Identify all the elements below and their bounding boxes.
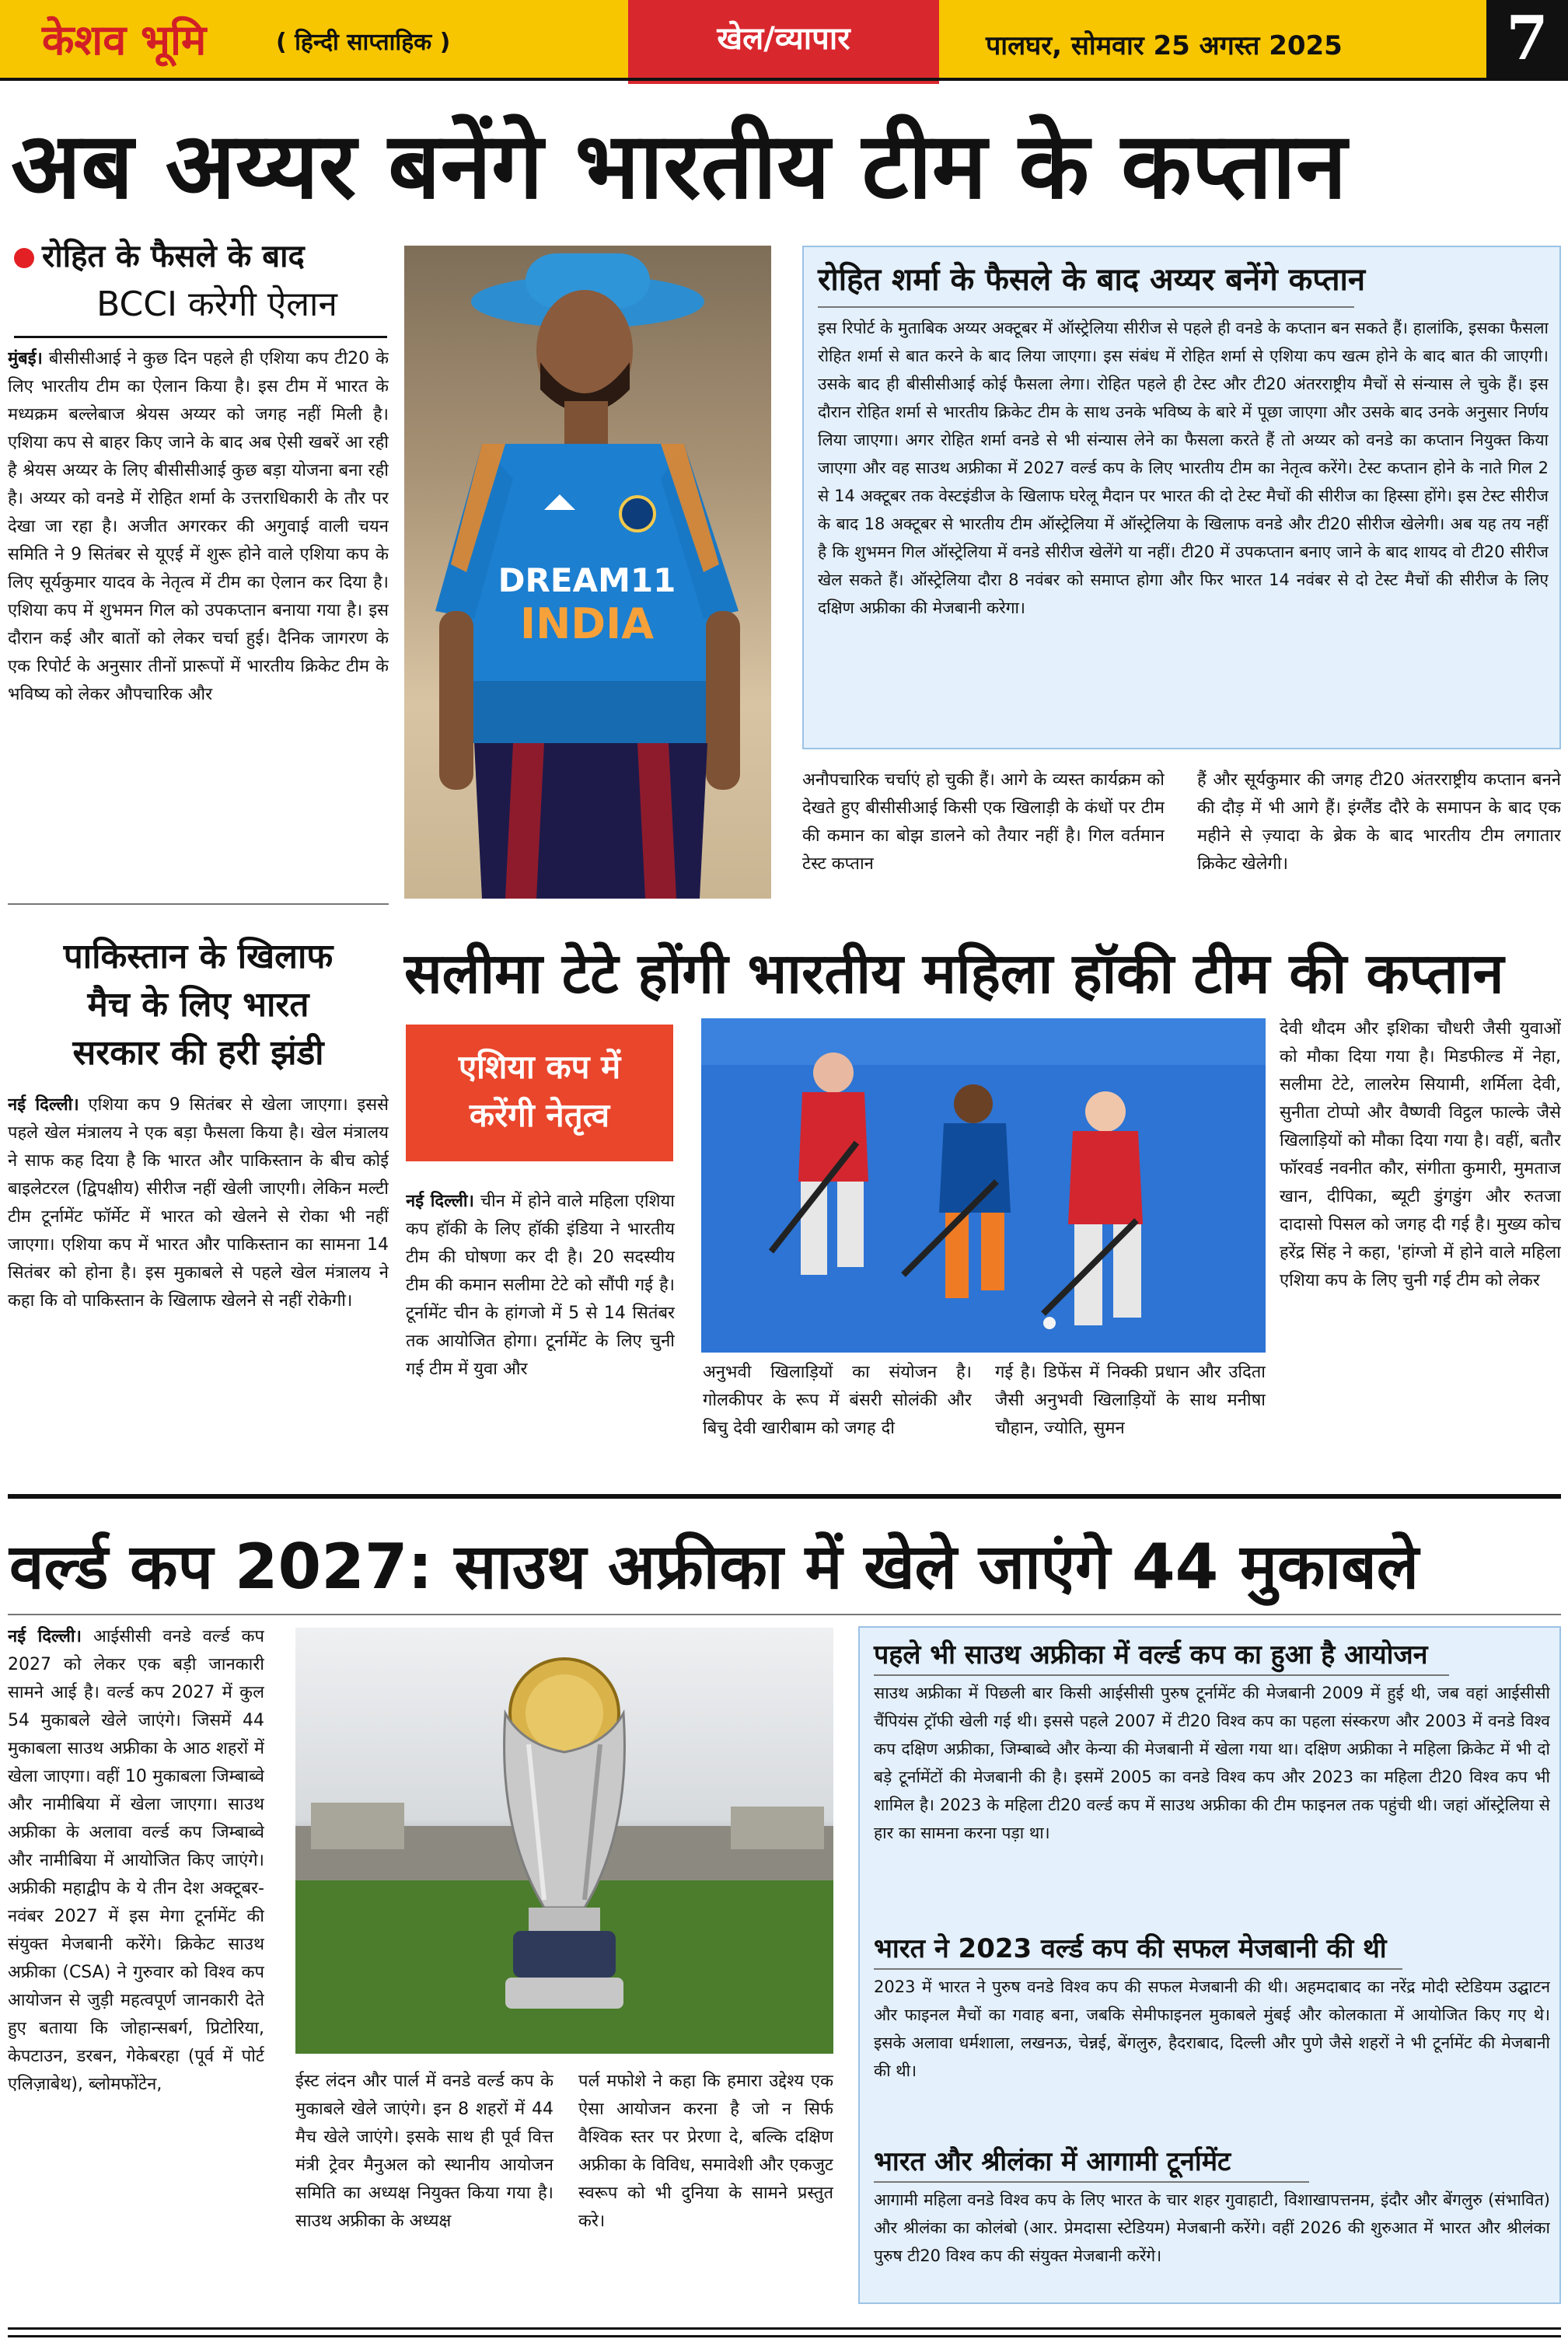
jersey-country-text: INDIA <box>520 599 654 648</box>
story4-col-left-text: आईसीसी वनडे वर्ल्ड कप 2027 को लेकर एक बड़ी जानकारी सामने आई है। वर्ल्ड कप 2027 में कुल 54 मुकाबले खेले जाएंगे। जिसमें 44 मुकाबला साउथ अफ्रीका के आठ शहरों में खेला जाएगा। वहीं 10 मुकाबला जिम्बाब्वे और नामीबिया में खेला जाएगा। साउथ अफ्रीका के अलावा वर्ल्ड कप जिम्बाब्वे और नामीबिया में आयोजित किए जाएंगे। अफ्रीकी महाद्वीप के ये तीन देश अक्टूबर-नवंबर 2027 में इस मेगा टूर्नामेंट की संयुक्त मेजबानी करेंगे। क्रिकेट साउथ अफ्रीका (CSA) ने गुरुवार को विश्व कप आयोजन से जुड़ी महत्वपूर्ण जानकारी देते हुए बताया कि जोहान्सबर्ग, प्रिटोरिया, केपटाउन, डरबन, गेकेबरहा (पूर्व में पोर्ट एलिज़ाबेथ), ब्लोमफोंटेन, <box>8 1627 264 2094</box>
story2-headline <box>8 933 389 1077</box>
footer-rule-bottom <box>8 2335 1561 2337</box>
story3-tag-line1: एशिया कप में <box>458 1048 621 1086</box>
story1-box-body: इस रिपोर्ट के मुताबिक अय्यर अक्टूबर में ऑस्ट्रेलिया सीरीज से पहले ही वनडे के कप्तान बन सकते हैं। हालांकि, इसका फैसला रोहित शर्मा से बात करने के बाद लिया जाएगा। इस संबंध में रोहित शर्मा से एशिया कप खत्म होने के बाद बात की जाएगी। उसके बाद ही बीसीसीआई कोई फैसला लेगा। रोहित पहले ही टेस्ट और टी20 अंतरराष्ट्रीय मैचों से संन्यास ले चुके हैं। इस दौरान रोहित शर्मा से भारतीय क्रिकेट टीम के साथ उनके भविष्य के बारे में पूछा जाएगा और उसके बाद उनके अनुसार निर्णय लिया जाएगा। अगर रोहित शर्मा वनडे से भी संन्यास लेने का फैसला करते हैं तो अय्यर को वनडे का कप्तान नियुक्त किया जाएगा और वह साउथ अफ्रीका में 2027 वर्ल्ड कप के लिए भारतीय टीम का नेतृत्व करेंगे। टेस्ट कप्तान होने के नाते गिल 2 से 14 अक्टूबर तक वेस्टइंडीज के खिलाफ घरेलू मैदान पर भारत की दो टेस्ट मैचों की सीरीज का हिस्सा होंगे। इस टेस्ट सीरीज के बाद 18 अक्टूबर से भारतीय टीम ऑस्ट्रेलिया में ऑस्ट्रेलिया के खिलाफ वनडे और टी20 सीरीज खेलेगी। अब यह तय नहीं है कि शुभमन गिल ऑस्ट्रेलिया में वनडे सीरीज खेलेंगे या नहीं। टी20 में उपकप्तान बनाए जाने के बाद शायद वो टी20 सीरीज खेल सकते हैं। ऑस्ट्रेलिया दौरा 8 नवंबर को समाप्त होगा और फिर भारत 14 नवंबर से दो टेस्ट मैचों की सीरीज के लिए दक्षिण अफ्रीका की मेजबानी करेगा। <box>818 319 1549 617</box>
footer-rule-top <box>8 2327 1561 2330</box>
box1-title-rule <box>874 1674 1449 1676</box>
newspaper-subtitle: ( हिन्दी साप्ताहिक ) <box>276 29 451 56</box>
story1-kicker <box>14 237 403 276</box>
story4-box2-title: भारत ने 2023 वर्ल्ड कप की सफल मेजबानी की थी <box>874 1933 1387 1964</box>
story3-tag-box <box>406 1025 673 1161</box>
story4-col-right: पर्ल मफोशे ने कहा कि हमारा उद्देश्य एक ऐसा आयोजन करना है जो न सिर्फ वैश्विक स्तर पर प्रेरणा दे, बल्कि दक्षिण अफ्रीका के विविध, समावेशी और एकजुट स्वरूप को भी दुनिया के सामने प्रस्तुत करे। <box>578 2072 833 2231</box>
jersey-sponsor-text: DREAM11 <box>498 561 676 599</box>
story1-body-left-text: बीसीसीआई ने कुछ दिन पहले ही एशिया कप टी20 के लिए भारतीय टीम का ऐलान किया है। इस टीम में भारत के मध्यक्रम बल्लेबाज श्रेयस अय्यर को जगह नहीं मिली है। एशिया कप से बाहर किए जाने के बाद अब ऐसी खबरें आ रही है श्रेयस अय्यर के लिए बीसीसीआई कुछ बड़ा योजना बना रही है। अय्यर को वनडे में रोहित शर्मा के उत्तराधिकारी के तौर पर देखा जा रहा है। अजीत अगरकर की अगुवाई वाली चयन समिति ने 9 सितंबर से यूएई में शुरू होने वाले एशिया कप के लिए सूर्यकुमार यादव के नेतृत्व में टीम का ऐलान कर दिया है। एशिया कप में शुभमन गिल को उपकप्तान बनाया गया है। इस दौरान कई और बातों को लेकर चर्चा हुई। दैनिक जागरण के एक रिपोर्ट के अनुसार तीनों प्रारूपों में भारतीय क्रिकेट टीम के भविष्य को लेकर औपचारिक और <box>8 349 389 704</box>
story4-headline: वर्ल्ड कप 2027: साउथ अफ्रीका में खेले जाएंगे 44 मुकाबले <box>9 1531 1420 1603</box>
story2-dateline: नई दिल्ली। <box>8 1095 79 1115</box>
story4-headline-rule <box>8 1614 1561 1615</box>
story2-headline-line3: सरकार की हरी झंडी <box>72 1033 324 1073</box>
story4-box2-body: 2023 में भारत ने पुरुष वनडे विश्व कप की सफल मेजबानी की थी। अहमदाबाद का नरेंद्र मोदी स्टेडियम उद्घाटन और फाइनल मैचों का गवाह बना, जबकि सेमीफाइनल मुकाबले मुंबई और कोलकाता में आयोजित किए गए थे। इसके अलावा धर्मशाला, लखनऊ, चेन्नई, बेंगलुरु, हैदराबाद, दिल्ली और पुणे जैसे शहरों ने भी टूर्नामेंट की मेजबानी की थी। <box>874 1978 1550 2080</box>
player-photo <box>404 246 771 899</box>
box-title-rule <box>818 306 1354 308</box>
box3-title-rule <box>874 2181 1309 2183</box>
issue-date: पालघर, सोमवार 25 अगस्त 2025 <box>986 30 1343 61</box>
player-photo-illustration <box>404 246 771 899</box>
story4-col-left <box>8 1623 264 2316</box>
story1-kicker-line2: BCCI करेगी ऐलान <box>96 285 337 324</box>
box2-title-rule <box>874 1968 1402 1970</box>
hockey-photo <box>701 1018 1266 1353</box>
story4-info-box <box>858 1626 1561 2304</box>
hockey-photo-illustration <box>701 1018 1266 1353</box>
story3-dateline: नई दिल्ली। <box>406 1192 474 1211</box>
section-label: खेल/व्यापार <box>628 0 939 84</box>
story1-headline: अब अय्यर बनेंगे भारतीय टीम के कप्तान <box>11 112 1347 219</box>
story2-headline-line2: मैच के लिए भारत <box>87 985 309 1025</box>
story1-body-left <box>8 345 389 899</box>
story4-box1-title: पहले भी साउथ अफ्रीका में वर्ल्ड कप का हुआ है आयोजन <box>874 1639 1428 1670</box>
story2-headline-line1: पाकिस्तान के खिलाफ <box>63 937 334 976</box>
masthead-divider <box>0 78 1568 81</box>
trophy-illustration <box>295 1628 833 2054</box>
masthead <box>0 0 1568 78</box>
story3-col4: देवी थौदम और इशिका चौधरी जैसी युवाओं को मौका दिया गया है। मिडफील्ड में नेहा, सलीमा टेटे, लालरेम सियामी, शर्मिला देवी, सुनीता टोप्पो और वैष्णवी विट्ठल फाल्के जैसे खिलाड़ियों को मौका दिया गया है। वहीं, बतौर फॉरवर्ड नवनीत कौर, संगीता कुमारी, मुमताज खान, दीपिका, ब्यूटी डुंगडुंग और रुतजा दादासो पिसल को जगह दी गई है। मुख्य कोच हरेंद्र सिंह ने कहा, 'हांग्जो में होने वाले महिला एशिया कप के लिए चुनी गई टीम को लेकर <box>1280 1019 1561 1290</box>
story1-dateline: मुंबई। <box>8 349 43 368</box>
section-divider <box>8 1494 1561 1499</box>
story3-col3: गई है। डिफेंस में निक्की प्रधान और उदिता जैसी अनुभवी खिलाड़ियों के साथ मनीषा चौहान, ज्योति, सुमन <box>995 1363 1266 1438</box>
story4-dateline: नई दिल्ली। <box>8 1627 82 1646</box>
story1-kicker-line1: रोहित के फैसले के बाद <box>42 239 305 274</box>
story2-body-text: एशिया कप 9 सितंबर से खेला जाएगा। इससे पहले खेल मंत्रालय ने एक बड़ा फैसला किया है। खेल मंत्रालय ने साफ कह दिया है कि भारत और पाकिस्तान के बीच कोई बाइलेटरल (द्विपक्षीय) सीरीज नहीं खेली जाएगी। लेकिन मल्टी टीम टूर्नामेंट फॉर्मेट में भारत को खेलने से रोका भी नहीं जाएगा। एशिया कप में भारत और पाकिस्तान का सामना 14 सितंबर को होना है। इस मुकाबले से पहले खेल मंत्रालय ने कहा कि वो पाकिस्तान के खिलाफ खेलने से नहीं रोकेगी। <box>8 1095 389 1311</box>
story3-col1-text: चीन में होने वाले महिला एशिया कप हॉकी के लिए हॉकी इंडिया ने भारतीय टीम की घोषणा कर दी है। 20 सदस्यीय टीम की कमान सलीमा टेटे को सौंपी गई है। टूर्नामेंट चीन के हांगजो में 5 से 14 सितंबर तक आयोजित होगा। टूर्नामेंट के लिए चुनी गई टीम में युवा और <box>406 1192 675 1379</box>
story-divider <box>8 903 389 905</box>
bullet-dot-icon <box>14 248 34 268</box>
story1-info-box <box>802 246 1561 749</box>
newspaper-title: केशव भूमि <box>42 15 207 65</box>
story2-body <box>8 1091 389 1472</box>
story4-box3-title: भारत और श्रीलंका में आगामी टूर्नामेंट <box>874 2146 1231 2177</box>
story1-col-right: हैं और सूर्यकुमार की जगह टी20 अंतरराष्ट्रीय कप्तान बनने की दौड़ में भी आगे हैं। इंग्लैंड दौरे के समापन के बाद एक महीने से ज़्यादा के ब्रेक के बाद भारतीय टीम लगातार क्रिकेट खेलेगी। <box>1197 770 1561 874</box>
page-number: 7 <box>1486 0 1568 78</box>
trophy-photo <box>295 1628 833 2054</box>
story1-box-title: रोहित शर्मा के फैसले के बाद अय्यर बनेंगे कप्तान <box>818 262 1366 298</box>
story3-headline: सलीमा टेटे होंगी भारतीय महिला हॉकी टीम की कप्तान <box>404 941 1504 1006</box>
story4-box1-body: साउथ अफ्रीका में पिछली बार किसी आईसीसी पुरुष टूर्नामेंट की मेजबानी 2009 में हुई थी, जब वहां आईसीसी चैंपियंस ट्रॉफी खेली गई थी। इससे पहले 2007 में टी20 विश्व कप का पहला संस्करण और 2003 में वनडे विश्व कप दक्षिण अफ्रीका, जिम्बाब्वे और केन्या की मेजबानी में खेला गया था। दक्षिण अफ्रीका ने महिला क्रिकेट में भी दो बड़े टूर्नामेंटों की मेजबानी की है। इसमें 2005 का वनडे विश्व कप और 2023 का महिला टी20 विश्व कप भी शामिल है। 2023 के महिला टी20 वर्ल्ड कप में साउथ अफ्रीका की टीम फाइनल तक पहुंची थी। जहां ऑस्ट्रेलिया से हार का सामना करना पड़ा था। <box>874 1684 1550 1842</box>
story4-box3-body: आगामी महिला वनडे विश्व कप के लिए भारत के चार शहर गुवाहाटी, विशाखापत्तनम, इंदौर और बेंगलुरु (संभावित) और श्रीलंका का कोलंबो (आर. प्रेमदासा स्टेडियम) मेजबानी करेंगे। वहीं 2026 की शुरुआत में भारत और श्रीलंका पुरुष टी20 विश्व कप की संयुक्त मेजबानी करेंगे। <box>874 2191 1550 2265</box>
story1-col-mid: अनौपचारिक चर्चाएं हो चुकी हैं। आगे के व्यस्त कार्यक्रम को देखते हुए बीसीसीआई किसी एक खिलाड़ी के कंधों पर टीम की कमान का बोझ डालने को तैयार नहीं है। गिल वर्तमान टेस्ट कप्तान <box>802 770 1165 874</box>
story4-col-mid: ईस्ट लंदन और पार्ल में वनडे वर्ल्ड कप के मुकाबले खेले जाएंगे। इन 8 शहरों में 44 मैच खेले जाएंगे। इसके साथ ही पूर्व वित्त मंत्री ट्रेवर मैनुअल को स्थानीय आयोजन समिति का अध्यक्ष नियुक्त किया गया है। साउथ अफ्रीका के अध्यक्ष <box>295 2072 554 2231</box>
story3-col2: अनुभवी खिलाड़ियों का संयोजन है। गोलकीपर के रूप में बंसरी सोलंकी और बिचु देवी खारीबाम को जगह दी <box>703 1363 972 1438</box>
kicker-rule <box>14 336 387 338</box>
story3-tag-line2: करेंगी नेतृत्व <box>469 1096 610 1134</box>
story3-col1 <box>406 1188 675 1468</box>
